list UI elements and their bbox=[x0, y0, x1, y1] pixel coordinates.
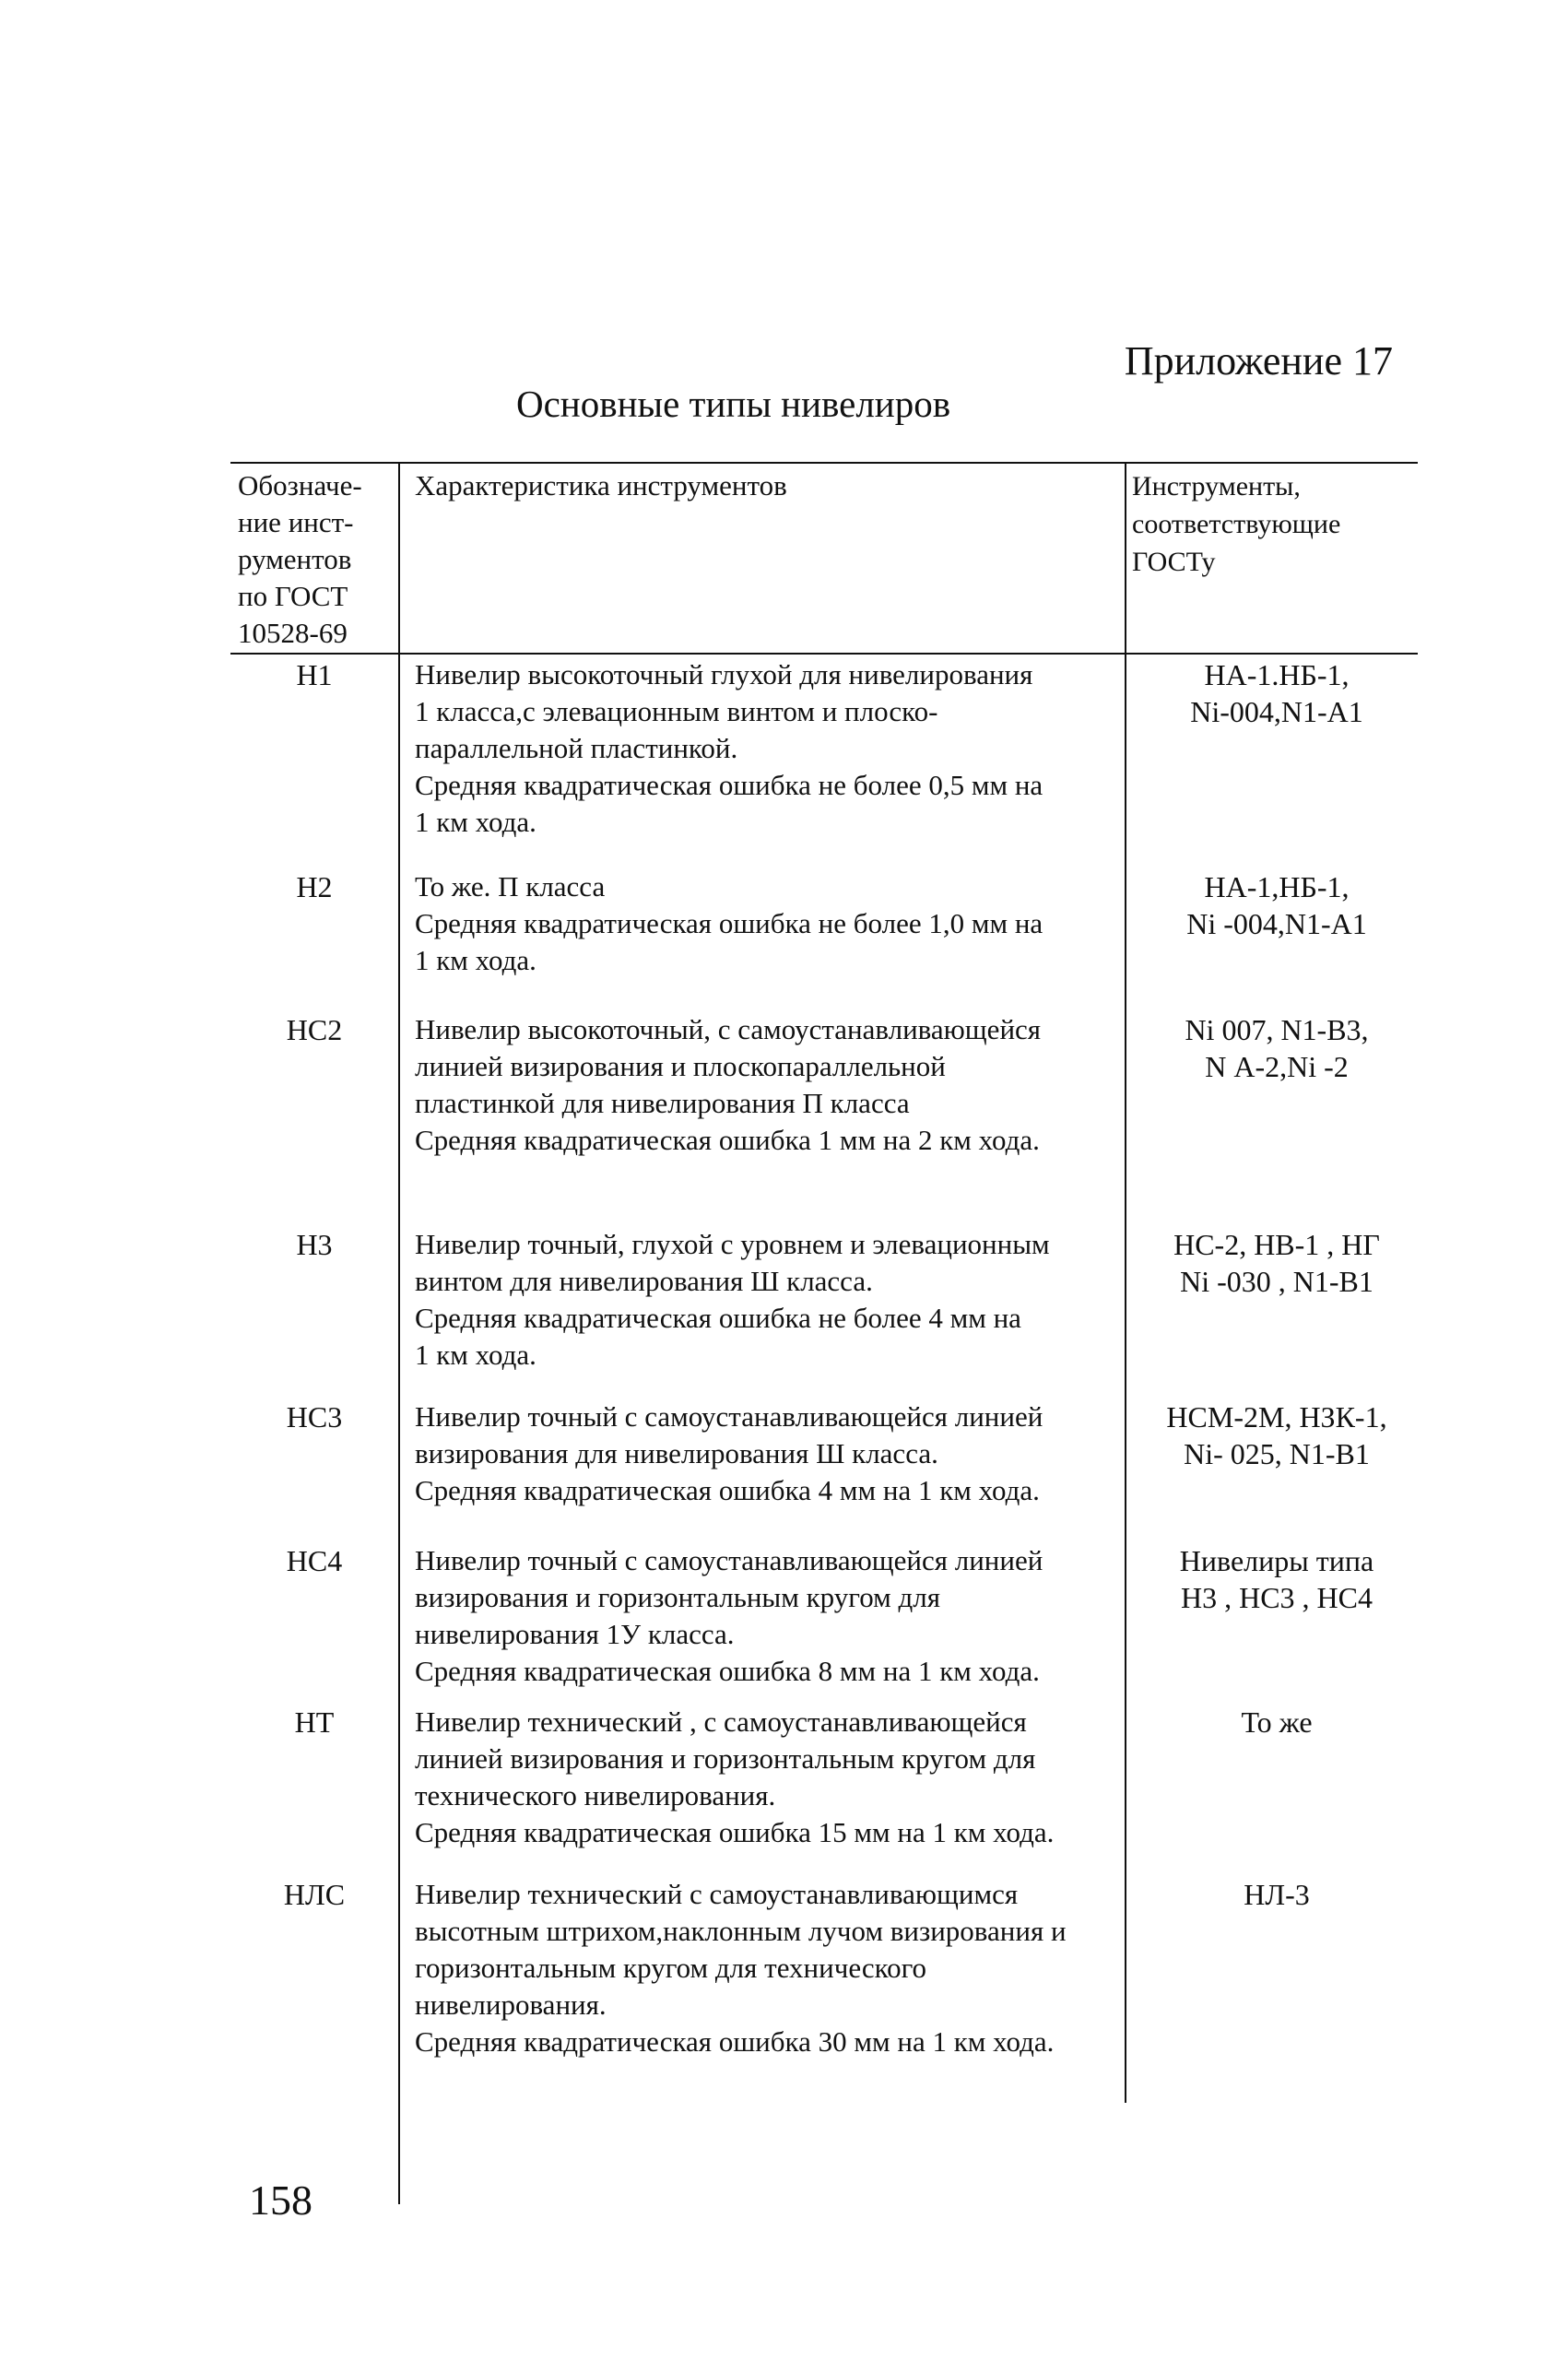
row-instruments: НС-2, НВ-1 , НГ Ni -030 , N1-В1 bbox=[1173, 1228, 1380, 1298]
row-code: НЛС bbox=[283, 1878, 346, 1911]
row-code: Н1 bbox=[296, 658, 333, 691]
row-description: Нивелир точный с самоустанавливающейся линией визирования для нивелирования Ш класса. Средняя квадратическая ошибка 4 мм на 1 км хода. bbox=[415, 1400, 1043, 1506]
header-instruments: Инструменты, соответствующие ГОСТу bbox=[1132, 471, 1341, 577]
row-description: То же. П класса Средняя квадратическая ошибка не более 1,0 мм на 1 км хода. bbox=[415, 870, 1043, 976]
header-code: Обозначе- ние инст- рументов по ГОСТ 10528-69 bbox=[238, 469, 362, 649]
row-instruments: Ni 007, N1-В3, N А-2,Ni -2 bbox=[1185, 1013, 1369, 1083]
row-instruments: НСМ-2М, НЗК-1, Ni- 025, N1-В1 bbox=[1166, 1400, 1387, 1470]
row-description: Нивелир технический с самоустанавливающимся высотным штрихом,наклонным лучом визирования и горизонтальным кругом для технического нивелирования. Средняя квадратическая ошибка 30 мм на 1 км хода. bbox=[415, 1878, 1067, 2058]
header-description: Характеристика инструментов bbox=[415, 469, 787, 502]
table-header-rule bbox=[230, 653, 1418, 655]
table-top-rule bbox=[230, 462, 1418, 464]
column-divider-1 bbox=[398, 462, 400, 2204]
row-code: Н3 bbox=[296, 1228, 333, 1261]
row-instruments: Нивелиры типа Н3 , НС3 , НС4 bbox=[1179, 1544, 1374, 1614]
row-code: НТ bbox=[294, 1705, 335, 1739]
row-description: Нивелир высокоточный, с самоустанавливающейся линией визирования и плоскопараллельной пластинкой для нивелирования П класса Средняя квадратическая ошибка 1 мм на 2 км хода. bbox=[415, 1013, 1042, 1156]
page-number: 158 bbox=[249, 2177, 312, 2224]
row-code: НС2 bbox=[286, 1013, 343, 1046]
row-code: НС4 bbox=[286, 1544, 343, 1577]
row-instruments: НА-1,НБ-1, Ni -004,N1-А1 bbox=[1186, 870, 1367, 940]
row-instruments: НА-1.НБ-1, Ni-004,N1-А1 bbox=[1190, 658, 1363, 728]
row-description: Нивелир технический , с самоустанавливающейся линией визирования и горизонтальным кругом для технического нивелирования. Средняя квадратическая ошибка 15 мм на 1 км хода. bbox=[415, 1705, 1055, 1848]
row-instruments: НЛ-3 bbox=[1244, 1878, 1310, 1911]
row-description: Нивелир точный, глухой с уровнем и элевационным винтом для нивелирования Ш класса. Средняя квадратическая ошибка не более 4 мм на 1 км хода. bbox=[415, 1228, 1050, 1371]
row-code: НС3 bbox=[286, 1400, 343, 1434]
appendix-label: Приложение 17 bbox=[1124, 338, 1393, 384]
row-description: Нивелир точный с самоустанавливающейся линией визирования и горизонтальным кругом для нивелирования 1У класса. Средняя квадратическая ошибка 8 мм на 1 км хода. bbox=[415, 1544, 1043, 1687]
row-code: Н2 bbox=[296, 870, 333, 903]
row-description: Нивелир высокоточный глухой для нивелирования 1 класса,с элевационным винтом и плоско- параллельной пластинкой. Средняя квадратическая ошибка не более 0,5 мм на 1 км хода. bbox=[415, 658, 1043, 838]
row-instruments: То же bbox=[1241, 1705, 1313, 1739]
page-title: Основные типы нивелиров bbox=[516, 383, 951, 425]
